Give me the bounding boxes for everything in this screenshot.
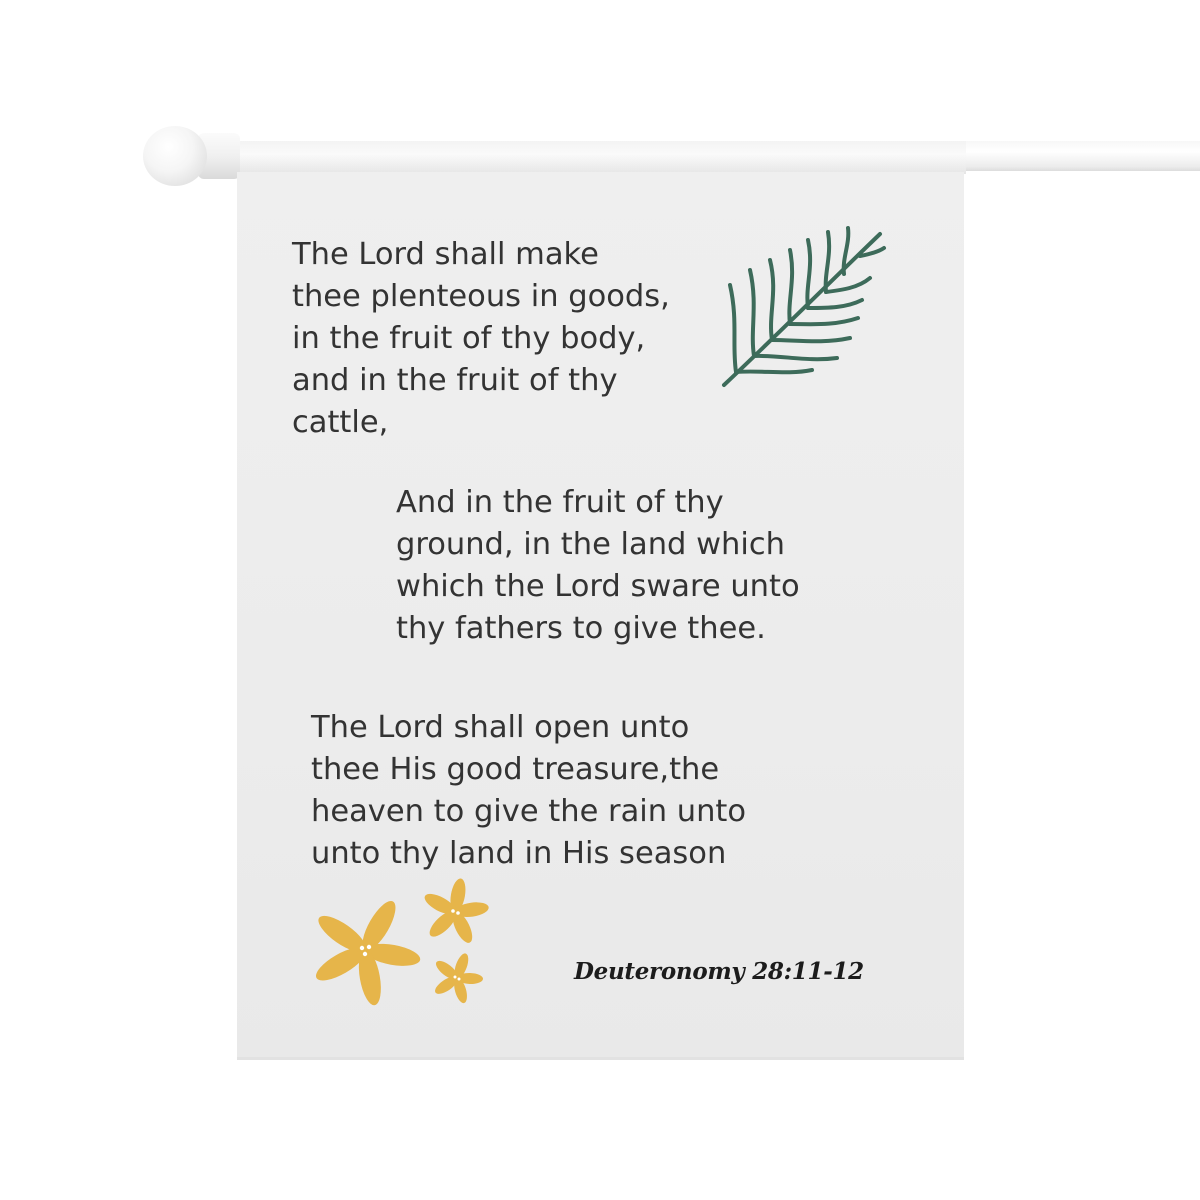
scripture-reference: Deuteronomy 28:11-12	[574, 958, 864, 985]
flag-pole-finial-ball	[143, 126, 207, 186]
fern-branch-icon	[712, 220, 892, 410]
verse-paragraph-3: The Lord shall open unto thee His good treasure,the heaven to give the rain unto unto thy land in His season	[311, 710, 747, 871]
verse-paragraph-1: The Lord shall make thee plenteous in goods, in the fruit of thy body, and in the fruit of thy cattle,	[292, 237, 670, 440]
yellow-flowers-icon	[305, 878, 500, 1008]
verse-paragraph-2: And in the fruit of thy ground, in the land which which the Lord sware unto thy fathers to give thee.	[396, 485, 800, 646]
flag-pole-sleeve	[236, 141, 966, 174]
